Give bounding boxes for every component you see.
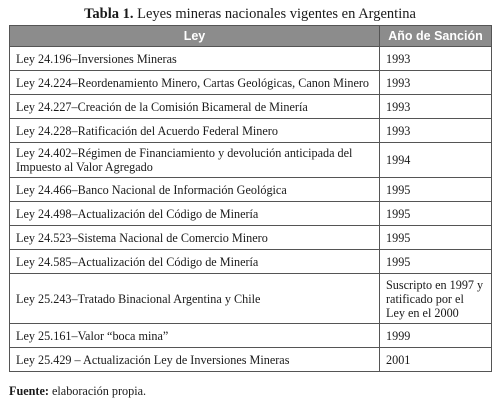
cell-ley: Ley 24.196–Inversiones Mineras (10, 47, 380, 71)
cell-anio: Suscripto en 1997 y ratificado por el Ley en el 2000 (380, 274, 492, 324)
table-row (10, 71, 492, 95)
header-anio: Año de Sanción (380, 26, 492, 47)
cell-anio: 1995 (380, 202, 492, 226)
caption-label: Tabla 1. (84, 6, 134, 22)
cell-anio: 1995 (380, 178, 492, 202)
table-row (10, 348, 492, 372)
table-row (10, 119, 492, 143)
cell-anio: 1993 (380, 95, 492, 119)
table-row (10, 95, 492, 119)
table-row (10, 226, 492, 250)
table-caption (0, 6, 500, 22)
laws-table (9, 25, 492, 372)
cell-ley: Ley 24.224–Reordenamiento Minero, Cartas Geológicas, Canon Minero (10, 71, 380, 95)
cell-ley: Ley 24.402–Régimen de Financiamiento y devolución anticipada del Impuesto al Valor Agregado (10, 143, 380, 178)
table-row (10, 274, 492, 324)
table-row (10, 202, 492, 226)
header-ley: Ley (10, 26, 380, 47)
source-text: elaboración propia. (51, 384, 147, 398)
cell-ley: Ley 25.243–Tratado Binacional Argentina y Chile (10, 274, 380, 324)
cell-anio: 1993 (380, 47, 492, 71)
cell-ley: Ley 25.429 – Actualización Ley de Inversiones Mineras (10, 348, 380, 372)
cell-anio: 1994 (380, 143, 492, 178)
table-row (10, 47, 492, 71)
cell-ley: Ley 24.585–Actualización del Código de Minería (10, 250, 380, 274)
source-note (9, 384, 146, 398)
caption-text: Leyes mineras nacionales vigentes en Argentina (137, 6, 416, 22)
cell-ley: Ley 24.227–Creación de la Comisión Bicameral de Minería (10, 95, 380, 119)
cell-anio: 2001 (380, 348, 492, 372)
cell-ley: Ley 24.466–Banco Nacional de Información Geológica (10, 178, 380, 202)
cell-anio: 1995 (380, 226, 492, 250)
cell-ley: Ley 24.523–Sistema Nacional de Comercio Minero (10, 226, 380, 250)
table-header-row (10, 26, 492, 47)
table-row (10, 250, 492, 274)
table-row (10, 143, 492, 178)
table-row (10, 324, 492, 348)
cell-ley: Ley 25.161–Valor “boca mina” (10, 324, 380, 348)
source-label: Fuente: (9, 384, 49, 398)
cell-ley: Ley 24.228–Ratificación del Acuerdo Federal Minero (10, 119, 380, 143)
cell-anio: 1995 (380, 250, 492, 274)
cell-anio: 1993 (380, 71, 492, 95)
cell-ley: Ley 24.498–Actualización del Código de Minería (10, 202, 380, 226)
cell-anio: 1993 (380, 119, 492, 143)
cell-anio: 1999 (380, 324, 492, 348)
table-row (10, 178, 492, 202)
